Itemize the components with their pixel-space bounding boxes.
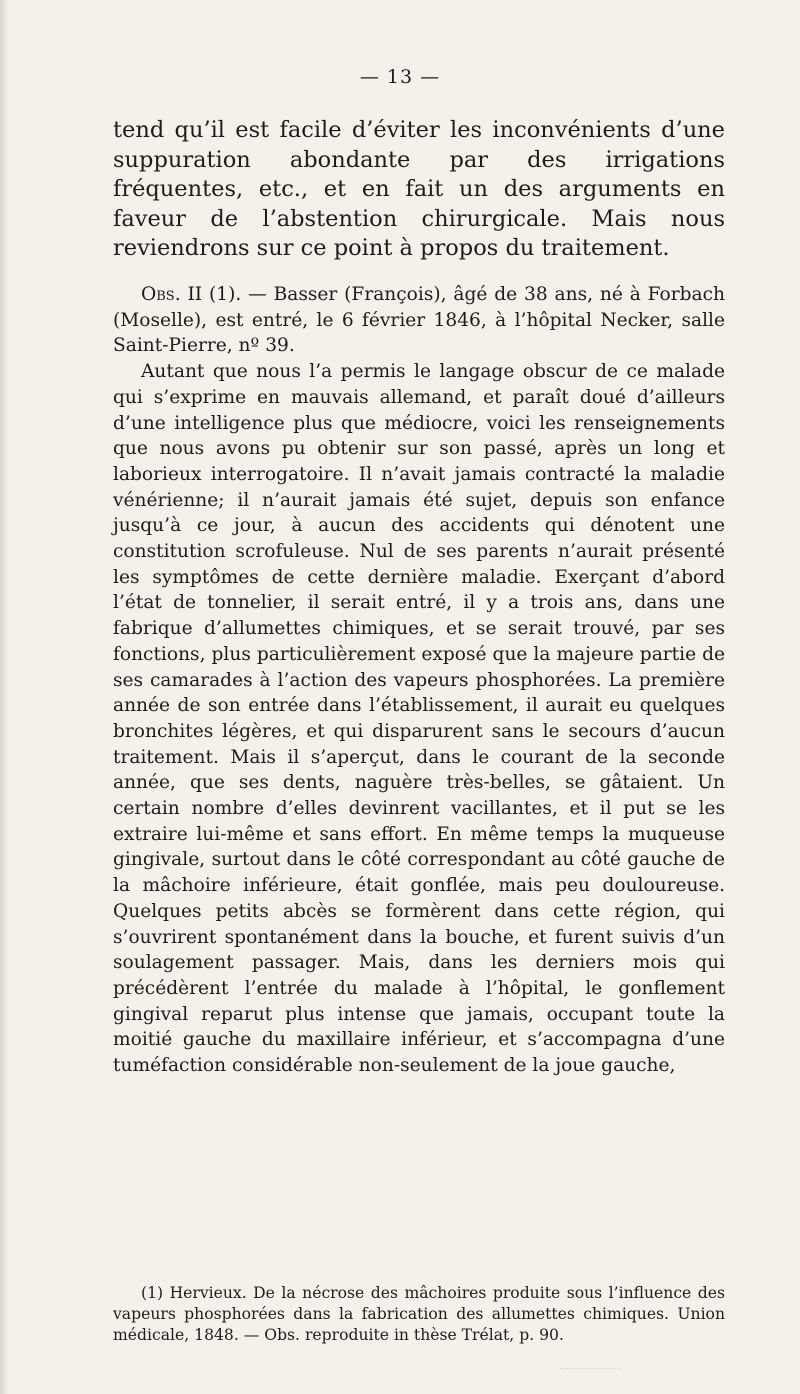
observation-paragraph: Autant que nous l’a permis le langage obscur de ce malade qui s’exprime en mauvais allemand, et paraît doué d’ailleurs d’une intelligence plus que médiocre, voici les renseignements que nous avons pu obtenir sur son passé, après un long et laborieux interrogatoire. Il n’avait jamais contracté la maladie vénérienne; il n’aurait jamais été sujet, depuis son enfance jusqu’à ce jour, à aucun des accidents qui dénotent une constitution scrofuleuse. Nul de ses parents n’aurait présenté les symptômes de cette dernière maladie. Exerçant d’abord l’état de tonnelier, il serait entré, il y a trois ans, dans une fabrique d’allumettes chimiques, et se serait trouvé, par ses fonctions, plus particulièrement exposé que la majeure partie de ses camarades à l’action des vapeurs phosphorées. La première année de son entrée dans l’établissement, il aurait eu quelques bronchites légères, et qui disparurent sans le secours d’aucun traitement. Mais il s’aperçut, dans le courant de la seconde année, que ses dents, naguère très-belles, se gâtaient. Un certain nombre d’elles devinrent vacillantes, et il put se les extraire lui-même et sans effort. En même temps la muqueuse gingivale, surtout dans le côté correspondant au côté gauche de la mâchoire inférieure, était gonflée, mais peu douloureuse. Quelques petits abcès se formèrent dans cette région, qui s’ouvrirent spontanément dans la bouche, et furent suivis d’un soulagement passager. Mais, dans les derniers mois qui précédèrent l’entrée du malade à l’hôpital, le gonflement gingival reparut plus intense que jamais, occupant toute la moitié gauche du maxillaire inférieur, et s’accompagna d’une tuméfaction considérable non-seulement de la joue gauche, <box>113 361 725 1077</box>
observation-label: Obs. II <box>141 284 203 305</box>
observation-intro <box>113 282 725 359</box>
observation-section <box>113 282 725 1079</box>
footnote-reference: (1). <box>202 284 242 305</box>
footnote-text: (1) Hervieux. De la nécrose des mâchoires produite sous l’influence des vapeurs phosphorées dans la fabrication des allumettes chimiques. Union médicale, 1848. — Obs. reproduite in thèse Trélat, p. 90. <box>113 1284 725 1344</box>
print-specks <box>560 1368 620 1375</box>
page-number: — 13 — <box>359 66 441 88</box>
footnote <box>113 1283 725 1346</box>
page-binding-edge <box>0 0 8 1394</box>
observation-patient-details: — Basser (François), âgé de 38 ans, né à Forbach (Moselle), est entré, le 6 février 1846, à l’hôpital Necker, salle Saint-Pierre, nº 39. <box>113 284 725 357</box>
lead-paragraph-text: tend qu’il est facile d’éviter les inconvénients d’une suppuration abondante par des irrigations fréquentes, etc., et en fait un des arguments en faveur de l’abstention chirurgicale. Mais nous reviendrons sur ce point à propos du traitement. <box>113 117 725 261</box>
lead-paragraph <box>113 116 725 264</box>
